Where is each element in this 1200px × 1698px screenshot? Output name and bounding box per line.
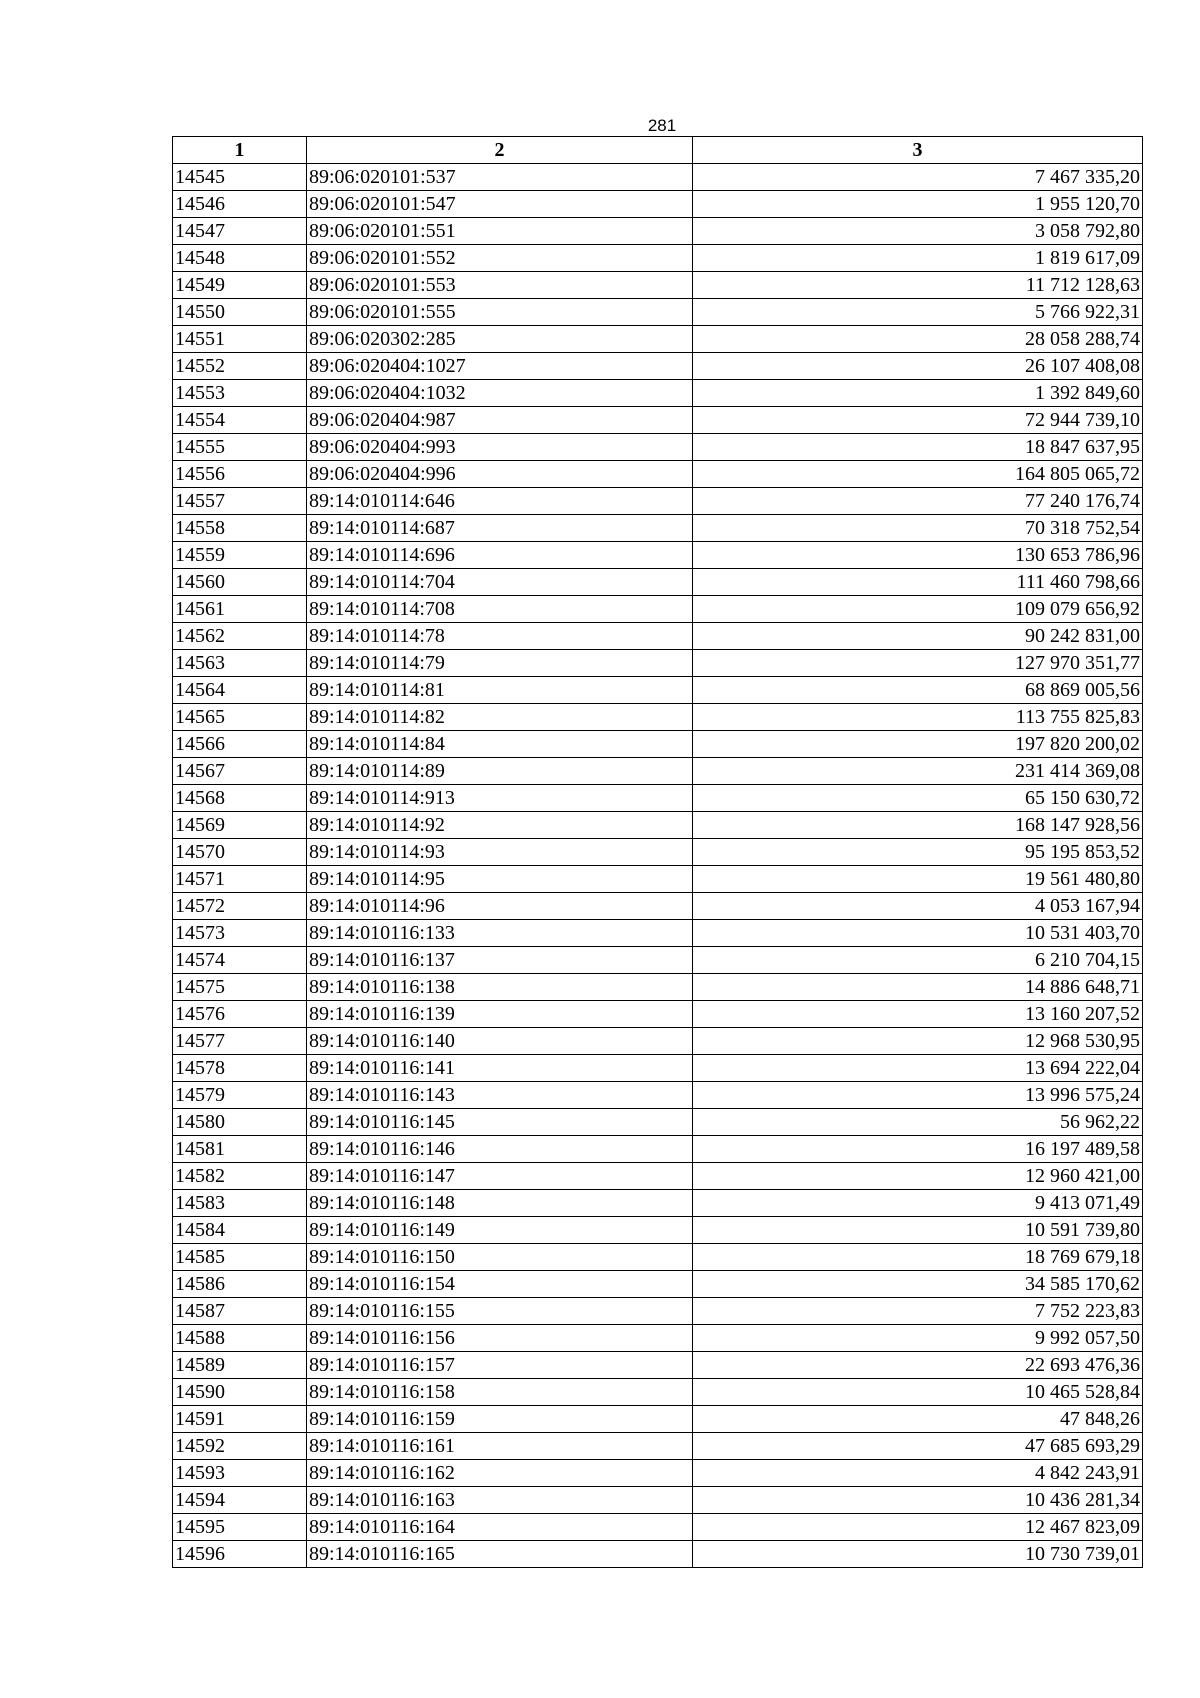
cadastral-number-cell: 89:14:010116:143 [307, 1082, 693, 1109]
table-row [173, 677, 1143, 704]
cadastral-number-cell: 89:14:010114:92 [307, 812, 693, 839]
value-cell: 90 242 831,00 [693, 623, 1143, 650]
cadastral-number-cell: 89:14:010114:696 [307, 542, 693, 569]
row-number-cell: 14551 [173, 326, 307, 353]
cadastral-number-cell: 89:14:010114:89 [307, 758, 693, 785]
table-row [173, 1001, 1143, 1028]
value-cell: 26 107 408,08 [693, 353, 1143, 380]
row-number-cell: 14563 [173, 650, 307, 677]
value-cell: 68 869 005,56 [693, 677, 1143, 704]
cadastral-number-cell: 89:06:020101:552 [307, 245, 693, 272]
row-number-cell: 14569 [173, 812, 307, 839]
table-row [173, 272, 1143, 299]
row-number-cell: 14579 [173, 1082, 307, 1109]
cadastral-number-cell: 89:06:020101:537 [307, 164, 693, 191]
column-header-3: 3 [693, 137, 1143, 164]
table-row [173, 1406, 1143, 1433]
row-number-cell: 14580 [173, 1109, 307, 1136]
table-row [173, 1433, 1143, 1460]
cadastral-number-cell: 89:14:010116:155 [307, 1298, 693, 1325]
value-cell: 127 970 351,77 [693, 650, 1143, 677]
cadastral-number-cell: 89:14:010116:161 [307, 1433, 693, 1460]
table-row [173, 1109, 1143, 1136]
value-cell: 168 147 928,56 [693, 812, 1143, 839]
cadastral-number-cell: 89:14:010114:84 [307, 731, 693, 758]
cadastral-number-cell: 89:14:010114:81 [307, 677, 693, 704]
cadastral-number-cell: 89:06:020404:996 [307, 461, 693, 488]
value-cell: 130 653 786,96 [693, 542, 1143, 569]
cadastral-number-cell: 89:14:010114:913 [307, 785, 693, 812]
table-row [173, 1352, 1143, 1379]
value-cell: 77 240 176,74 [693, 488, 1143, 515]
cadastral-number-cell: 89:14:010116:159 [307, 1406, 693, 1433]
table-row [173, 596, 1143, 623]
value-cell: 16 197 489,58 [693, 1136, 1143, 1163]
value-cell: 1 955 120,70 [693, 191, 1143, 218]
value-cell: 4 053 167,94 [693, 893, 1143, 920]
value-cell: 72 944 739,10 [693, 407, 1143, 434]
cadastral-number-cell: 89:14:010114:78 [307, 623, 693, 650]
value-cell: 56 962,22 [693, 1109, 1143, 1136]
table-row [173, 542, 1143, 569]
value-cell: 6 210 704,15 [693, 947, 1143, 974]
cadastral-number-cell: 89:14:010114:708 [307, 596, 693, 623]
table-row [173, 1460, 1143, 1487]
cadastral-number-cell: 89:06:020101:547 [307, 191, 693, 218]
row-number-cell: 14591 [173, 1406, 307, 1433]
cadastral-number-cell: 89:06:020302:285 [307, 326, 693, 353]
value-cell: 1 392 849,60 [693, 380, 1143, 407]
value-cell: 7 752 223,83 [693, 1298, 1143, 1325]
value-cell: 18 769 679,18 [693, 1244, 1143, 1271]
table-row [173, 488, 1143, 515]
table-row [173, 1325, 1143, 1352]
cadastral-number-cell: 89:14:010116:148 [307, 1190, 693, 1217]
cadastral-number-cell: 89:06:020101:551 [307, 218, 693, 245]
value-cell: 13 160 207,52 [693, 1001, 1143, 1028]
table-row [173, 299, 1143, 326]
table-row [173, 326, 1143, 353]
value-cell: 10 591 739,80 [693, 1217, 1143, 1244]
row-number-cell: 14557 [173, 488, 307, 515]
table-row [173, 1190, 1143, 1217]
cadastral-number-cell: 89:14:010114:687 [307, 515, 693, 542]
table-row [173, 1271, 1143, 1298]
value-cell: 164 805 065,72 [693, 461, 1143, 488]
cadastral-number-cell: 89:14:010114:704 [307, 569, 693, 596]
row-number-cell: 14550 [173, 299, 307, 326]
value-cell: 47 685 693,29 [693, 1433, 1143, 1460]
row-number-cell: 14545 [173, 164, 307, 191]
table-row [173, 434, 1143, 461]
cadastral-number-cell: 89:06:020404:1027 [307, 353, 693, 380]
table-row [173, 1217, 1143, 1244]
row-number-cell: 14593 [173, 1460, 307, 1487]
table-row [173, 812, 1143, 839]
value-cell: 1 819 617,09 [693, 245, 1143, 272]
cadastral-number-cell: 89:14:010116:150 [307, 1244, 693, 1271]
table-row [173, 920, 1143, 947]
value-cell: 10 436 281,34 [693, 1487, 1143, 1514]
cadastral-number-cell: 89:14:010114:79 [307, 650, 693, 677]
row-number-cell: 14547 [173, 218, 307, 245]
cadastral-number-cell: 89:06:020101:555 [307, 299, 693, 326]
value-cell: 12 467 823,09 [693, 1514, 1143, 1541]
value-cell: 10 465 528,84 [693, 1379, 1143, 1406]
table-row [173, 839, 1143, 866]
row-number-cell: 14565 [173, 704, 307, 731]
row-number-cell: 14576 [173, 1001, 307, 1028]
cadastral-number-cell: 89:14:010116:163 [307, 1487, 693, 1514]
row-number-cell: 14553 [173, 380, 307, 407]
table-row [173, 1298, 1143, 1325]
cadastral-number-cell: 89:14:010114:93 [307, 839, 693, 866]
value-cell: 9 992 057,50 [693, 1325, 1143, 1352]
table-row [173, 1514, 1143, 1541]
table-row [173, 1082, 1143, 1109]
table-row [173, 164, 1143, 191]
row-number-cell: 14555 [173, 434, 307, 461]
row-number-cell: 14573 [173, 920, 307, 947]
row-number-cell: 14577 [173, 1028, 307, 1055]
row-number-cell: 14570 [173, 839, 307, 866]
value-cell: 22 693 476,36 [693, 1352, 1143, 1379]
value-cell: 19 561 480,80 [693, 866, 1143, 893]
cadastral-number-cell: 89:14:010116:133 [307, 920, 693, 947]
table-row [173, 1541, 1143, 1568]
cadastral-number-cell: 89:14:010116:147 [307, 1163, 693, 1190]
table-header-row [173, 137, 1143, 164]
cadastral-number-cell: 89:14:010114:82 [307, 704, 693, 731]
row-number-cell: 14562 [173, 623, 307, 650]
value-cell: 18 847 637,95 [693, 434, 1143, 461]
row-number-cell: 14584 [173, 1217, 307, 1244]
row-number-cell: 14581 [173, 1136, 307, 1163]
value-cell: 9 413 071,49 [693, 1190, 1143, 1217]
table-row [173, 785, 1143, 812]
value-cell: 113 755 825,83 [693, 704, 1143, 731]
value-cell: 3 058 792,80 [693, 218, 1143, 245]
row-number-cell: 14556 [173, 461, 307, 488]
row-number-cell: 14585 [173, 1244, 307, 1271]
row-number-cell: 14560 [173, 569, 307, 596]
cadastral-number-cell: 89:06:020404:993 [307, 434, 693, 461]
table-row [173, 947, 1143, 974]
cadastral-number-cell: 89:06:020404:987 [307, 407, 693, 434]
value-cell: 7 467 335,20 [693, 164, 1143, 191]
row-number-cell: 14561 [173, 596, 307, 623]
value-cell: 34 585 170,62 [693, 1271, 1143, 1298]
column-header-1: 1 [173, 137, 307, 164]
table-row [173, 1487, 1143, 1514]
row-number-cell: 14594 [173, 1487, 307, 1514]
cadastral-number-cell: 89:14:010116:138 [307, 974, 693, 1001]
value-cell: 111 460 798,66 [693, 569, 1143, 596]
cadastral-number-cell: 89:06:020101:553 [307, 272, 693, 299]
row-number-cell: 14549 [173, 272, 307, 299]
row-number-cell: 14567 [173, 758, 307, 785]
table-row [173, 569, 1143, 596]
column-header-2: 2 [307, 137, 693, 164]
value-cell: 109 079 656,92 [693, 596, 1143, 623]
value-cell: 10 531 403,70 [693, 920, 1143, 947]
value-cell: 65 150 630,72 [693, 785, 1143, 812]
value-cell: 47 848,26 [693, 1406, 1143, 1433]
row-number-cell: 14546 [173, 191, 307, 218]
row-number-cell: 14592 [173, 1433, 307, 1460]
table-row [173, 704, 1143, 731]
cadastral-number-cell: 89:14:010116:164 [307, 1514, 693, 1541]
value-cell: 12 968 530,95 [693, 1028, 1143, 1055]
row-number-cell: 14559 [173, 542, 307, 569]
value-cell: 14 886 648,71 [693, 974, 1143, 1001]
cadastral-number-cell: 89:14:010114:646 [307, 488, 693, 515]
cadastral-number-cell: 89:14:010116:149 [307, 1217, 693, 1244]
table-row [173, 1379, 1143, 1406]
cadastral-number-cell: 89:14:010114:96 [307, 893, 693, 920]
table-row [173, 380, 1143, 407]
table-row [173, 1136, 1143, 1163]
page-number: 281 [647, 116, 677, 135]
table-row [173, 974, 1143, 1001]
row-number-cell: 14566 [173, 731, 307, 758]
value-cell: 95 195 853,52 [693, 839, 1143, 866]
cadastral-number-cell: 89:14:010116:165 [307, 1541, 693, 1568]
row-number-cell: 14582 [173, 1163, 307, 1190]
cadastral-number-cell: 89:14:010116:140 [307, 1028, 693, 1055]
row-number-cell: 14574 [173, 947, 307, 974]
row-number-cell: 14586 [173, 1271, 307, 1298]
table-row [173, 515, 1143, 542]
table-row [173, 1055, 1143, 1082]
row-number-cell: 14554 [173, 407, 307, 434]
data-table [172, 136, 1143, 1568]
row-number-cell: 14572 [173, 893, 307, 920]
value-cell: 13 996 575,24 [693, 1082, 1143, 1109]
cadastral-number-cell: 89:14:010116:156 [307, 1325, 693, 1352]
cadastral-number-cell: 89:06:020404:1032 [307, 380, 693, 407]
table-row [173, 218, 1143, 245]
row-number-cell: 14578 [173, 1055, 307, 1082]
table-row [173, 407, 1143, 434]
table-row [173, 191, 1143, 218]
table-row [173, 353, 1143, 380]
row-number-cell: 14568 [173, 785, 307, 812]
cadastral-number-cell: 89:14:010116:162 [307, 1460, 693, 1487]
value-cell: 197 820 200,02 [693, 731, 1143, 758]
table-row [173, 650, 1143, 677]
value-cell: 4 842 243,91 [693, 1460, 1143, 1487]
cadastral-number-cell: 89:14:010116:141 [307, 1055, 693, 1082]
cadastral-number-cell: 89:14:010114:95 [307, 866, 693, 893]
row-number-cell: 14571 [173, 866, 307, 893]
row-number-cell: 14564 [173, 677, 307, 704]
row-number-cell: 14575 [173, 974, 307, 1001]
table-row [173, 731, 1143, 758]
cadastral-number-cell: 89:14:010116:157 [307, 1352, 693, 1379]
cadastral-number-cell: 89:14:010116:146 [307, 1136, 693, 1163]
table-row [173, 1244, 1143, 1271]
row-number-cell: 14590 [173, 1379, 307, 1406]
cadastral-number-cell: 89:14:010116:145 [307, 1109, 693, 1136]
cadastral-number-cell: 89:14:010116:154 [307, 1271, 693, 1298]
table-row [173, 245, 1143, 272]
value-cell: 5 766 922,31 [693, 299, 1143, 326]
row-number-cell: 14588 [173, 1325, 307, 1352]
row-number-cell: 14548 [173, 245, 307, 272]
table-body [173, 164, 1143, 1568]
row-number-cell: 14558 [173, 515, 307, 542]
table-row [173, 893, 1143, 920]
value-cell: 11 712 128,63 [693, 272, 1143, 299]
table-row [173, 866, 1143, 893]
table-row [173, 623, 1143, 650]
value-cell: 10 730 739,01 [693, 1541, 1143, 1568]
table-row [173, 461, 1143, 488]
row-number-cell: 14583 [173, 1190, 307, 1217]
row-number-cell: 14552 [173, 353, 307, 380]
value-cell: 70 318 752,54 [693, 515, 1143, 542]
row-number-cell: 14589 [173, 1352, 307, 1379]
row-number-cell: 14587 [173, 1298, 307, 1325]
cadastral-number-cell: 89:14:010116:158 [307, 1379, 693, 1406]
cadastral-number-cell: 89:14:010116:137 [307, 947, 693, 974]
cadastral-number-cell: 89:14:010116:139 [307, 1001, 693, 1028]
value-cell: 231 414 369,08 [693, 758, 1143, 785]
value-cell: 28 058 288,74 [693, 326, 1143, 353]
table-row [173, 758, 1143, 785]
value-cell: 13 694 222,04 [693, 1055, 1143, 1082]
row-number-cell: 14596 [173, 1541, 307, 1568]
table-row [173, 1163, 1143, 1190]
row-number-cell: 14595 [173, 1514, 307, 1541]
value-cell: 12 960 421,00 [693, 1163, 1143, 1190]
table-row [173, 1028, 1143, 1055]
